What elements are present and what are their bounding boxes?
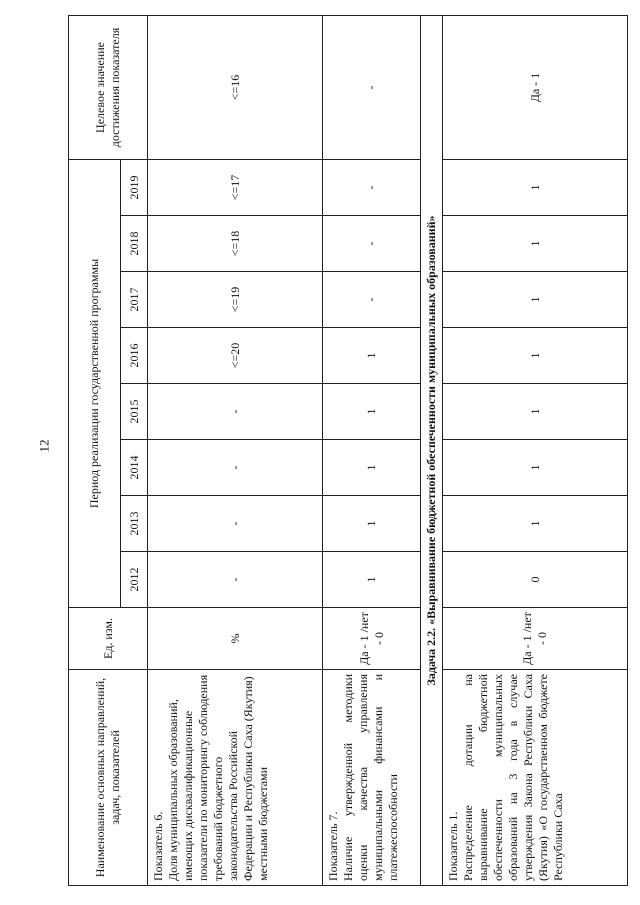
value-cell: - [148, 440, 323, 496]
row-name: Показатель 7. Наличие утвержденной методики оценки качества управления муниципальными финансами и платежеспособности [323, 670, 421, 886]
value-cell: 1 [323, 440, 421, 496]
value-cell: - [323, 272, 421, 328]
row-name: Показатель 6. Доля муниципальных образований, имеющих дисквалификационные показатели по мониторингу соблюдения требований бюджетного законодательства Российской Федерации и Республики Саха (Якутия) местными бюджетами [148, 670, 323, 886]
year-header: 2018 [121, 216, 148, 272]
table-row [148, 15, 323, 885]
target-cell: Да - 1 [443, 15, 628, 159]
value-cell: 1 [443, 384, 628, 440]
value-cell: - [323, 159, 421, 215]
value-cell: 1 [323, 328, 421, 384]
value-cell: 1 [443, 216, 628, 272]
target-cell: - [323, 15, 421, 159]
indicator-table [68, 15, 628, 886]
year-header: 2015 [121, 384, 148, 440]
header-period: Период реализации государственной программы [69, 159, 121, 607]
value-cell: <=17 [148, 159, 323, 215]
value-cell: - [323, 216, 421, 272]
page-number: 12 [36, 439, 52, 453]
row-unit: Да - 1 /нет - 0 [323, 608, 421, 670]
value-cell: <=20 [148, 328, 323, 384]
year-header: 2016 [121, 328, 148, 384]
row-unit: % [148, 608, 323, 670]
value-cell: - [148, 384, 323, 440]
value-cell: <=19 [148, 272, 323, 328]
table-row [443, 15, 628, 885]
target-cell: <=16 [148, 15, 323, 159]
value-cell: 0 [443, 552, 628, 608]
value-cell: - [148, 552, 323, 608]
value-cell: - [148, 496, 323, 552]
value-cell: 1 [323, 552, 421, 608]
task-row [421, 15, 443, 885]
task-heading: Задача 2.2. «Выравнивание бюджетной обеспеченности муниципальных образований» [421, 15, 443, 885]
row-name: Показатель 1. Распределение дотации на выравнивание бюджетной обеспеченности муниципальных образований на 3 года в случае утверждения Закона Республики Саха (Якутия) «О государственном бюджете Республики Саха [443, 670, 628, 886]
year-header: 2013 [121, 496, 148, 552]
value-cell: 1 [443, 272, 628, 328]
row-unit: Да - 1 /нет - 0 [443, 608, 628, 670]
value-cell: 1 [443, 159, 628, 215]
year-header: 2014 [121, 440, 148, 496]
year-header: 2012 [121, 552, 148, 608]
value-cell: 1 [443, 496, 628, 552]
value-cell: <=18 [148, 216, 323, 272]
year-header: 2017 [121, 272, 148, 328]
indicator-table-rotated [68, 16, 571, 886]
value-cell: 1 [443, 440, 628, 496]
value-cell: 1 [323, 496, 421, 552]
header-unit: Ед. изм. [69, 608, 148, 670]
year-header: 2019 [121, 159, 148, 215]
value-cell: 1 [323, 384, 421, 440]
header-name: Наименование основных направлений, задач, показателей [69, 670, 148, 886]
value-cell: 1 [443, 328, 628, 384]
header-target: Целевое значение достижения показателя [69, 15, 148, 159]
table-row [323, 15, 421, 885]
